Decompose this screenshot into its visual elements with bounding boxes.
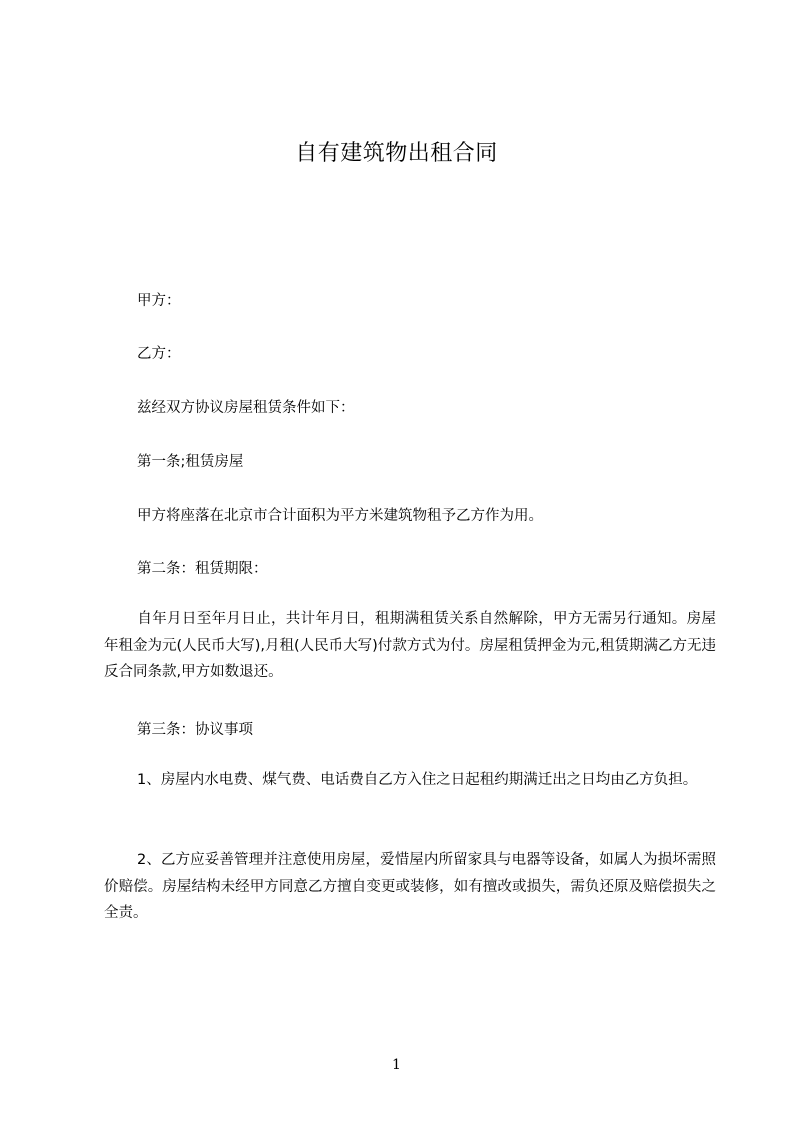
article-2-body-paragraph xyxy=(104,606,716,686)
article-3-item-1-paragraph xyxy=(104,767,716,794)
article-3-item-1: 1、房屋内水电费、煤气费、电话费自乙方入住之日起租约期满迁出之日均由乙方负担。 xyxy=(137,772,698,788)
document-title: 自有建筑物出租合同 xyxy=(295,141,498,166)
page-number: 1 xyxy=(392,1057,401,1073)
party-b-label: 乙方： xyxy=(137,346,181,362)
article-1-body: 甲方将座落在北京市合计面积为平方米建筑物租予乙方作为用。 xyxy=(137,508,543,524)
article-1-heading: 第一条;租赁房屋 xyxy=(137,454,244,470)
article-2-heading: 第二条：租赁期限： xyxy=(137,561,268,577)
party-a-label: 甲方： xyxy=(137,293,181,309)
intro-text: 兹经双方协议房屋租赁条件如下： xyxy=(137,400,355,416)
article-3-item-2: 2、乙方应妥善管理并注意使用房屋，爱惜屋内所留家具与电器等设备，如属人为损坏需照价赔偿。房屋结构未经甲方同意乙方擅自变更或装修，如有擅改或损失，需负还原及赔偿损失之全责。 xyxy=(104,852,716,921)
article-3-item-2-paragraph xyxy=(104,847,716,927)
article-3-heading: 第三条：协议事项 xyxy=(137,722,253,738)
article-2-body: 自年月日至年月日止，共计年月日，租期满租赁关系自然解除，甲方无需另行通知。房屋年租金为元(人民币大写),月租(人民币大写)付款方式为付。房屋租赁押金为元,租赁期满乙方无违反合同条款,甲方如数退还。 xyxy=(104,611,716,680)
